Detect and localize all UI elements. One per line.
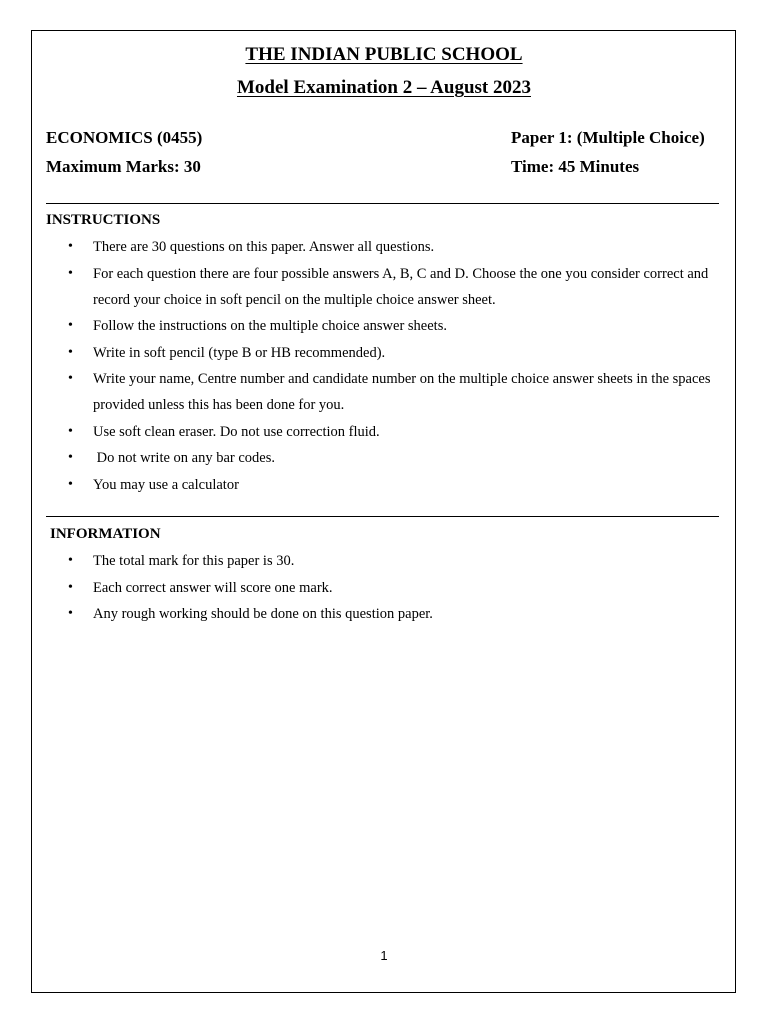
bullet-icon: • [68,265,73,281]
list-item [46,445,716,471]
instructions-heading: INSTRUCTIONS [46,212,161,228]
bullet-icon: • [68,476,73,492]
bullet-icon: • [68,371,73,386]
list-item [46,234,716,260]
maximum-marks: Maximum Marks: 30 [46,157,201,176]
instruction-text: Write in soft pencil (type B or HB recommended). [93,344,386,361]
instruction-text: Follow the instructions on the multiple choice answer sheets. [93,318,447,334]
bullet-icon: • [68,423,73,439]
time-allowed: Time: 45 Minutes [511,157,640,176]
bullet-icon: • [68,344,73,360]
list-item [46,313,716,339]
list-item [46,419,716,445]
bullet-icon: • [68,606,73,621]
exam-title: Model Examination 2 – August 2023 [236,77,531,98]
bullet-icon: • [68,239,73,254]
list-item [46,575,716,601]
school-name: THE INDIAN PUBLIC SCHOOL [245,44,523,65]
instructions-list [46,234,716,498]
instruction-text: You may use a calculator [93,476,239,493]
bullet-icon: • [68,553,73,568]
subject-code: ECONOMICS (0455) [46,128,203,147]
instruction-text: Do not write on any bar codes. [93,450,276,466]
instruction-text: Write your name, Centre number and candidate number on the multiple choice answer sheets in the spaces provided unless this has been done for you. [93,371,711,413]
paper-label: Paper 1: (Multiple Choice) [511,128,705,147]
list-item [46,261,716,313]
instruction-text: There are 30 questions on this paper. Answer all questions. [93,239,435,255]
list-item [46,601,716,627]
bullet-icon: • [68,318,73,333]
divider-middle [46,516,719,517]
bullet-icon: • [68,450,73,465]
list-item [46,366,716,418]
information-text: The total mark for this paper is 30. [93,553,295,569]
list-item [46,548,716,574]
bullet-icon: • [68,579,73,595]
information-text: Each correct answer will score one mark. [93,579,333,596]
information-heading: INFORMATION [50,526,161,542]
instruction-text: Use soft clean eraser. Do not use correction fluid. [93,423,380,440]
list-item [46,472,716,498]
page-number: 1 [380,948,388,963]
information-list [46,548,716,628]
instruction-text: For each question there are four possible answers A, B, C and D. Choose the one you consider correct and record your choice in soft pencil on the multiple choice answer sheet. [93,265,709,308]
information-text: Any rough working should be done on this question paper. [93,606,433,622]
divider-top [46,203,719,204]
list-item [46,340,716,366]
